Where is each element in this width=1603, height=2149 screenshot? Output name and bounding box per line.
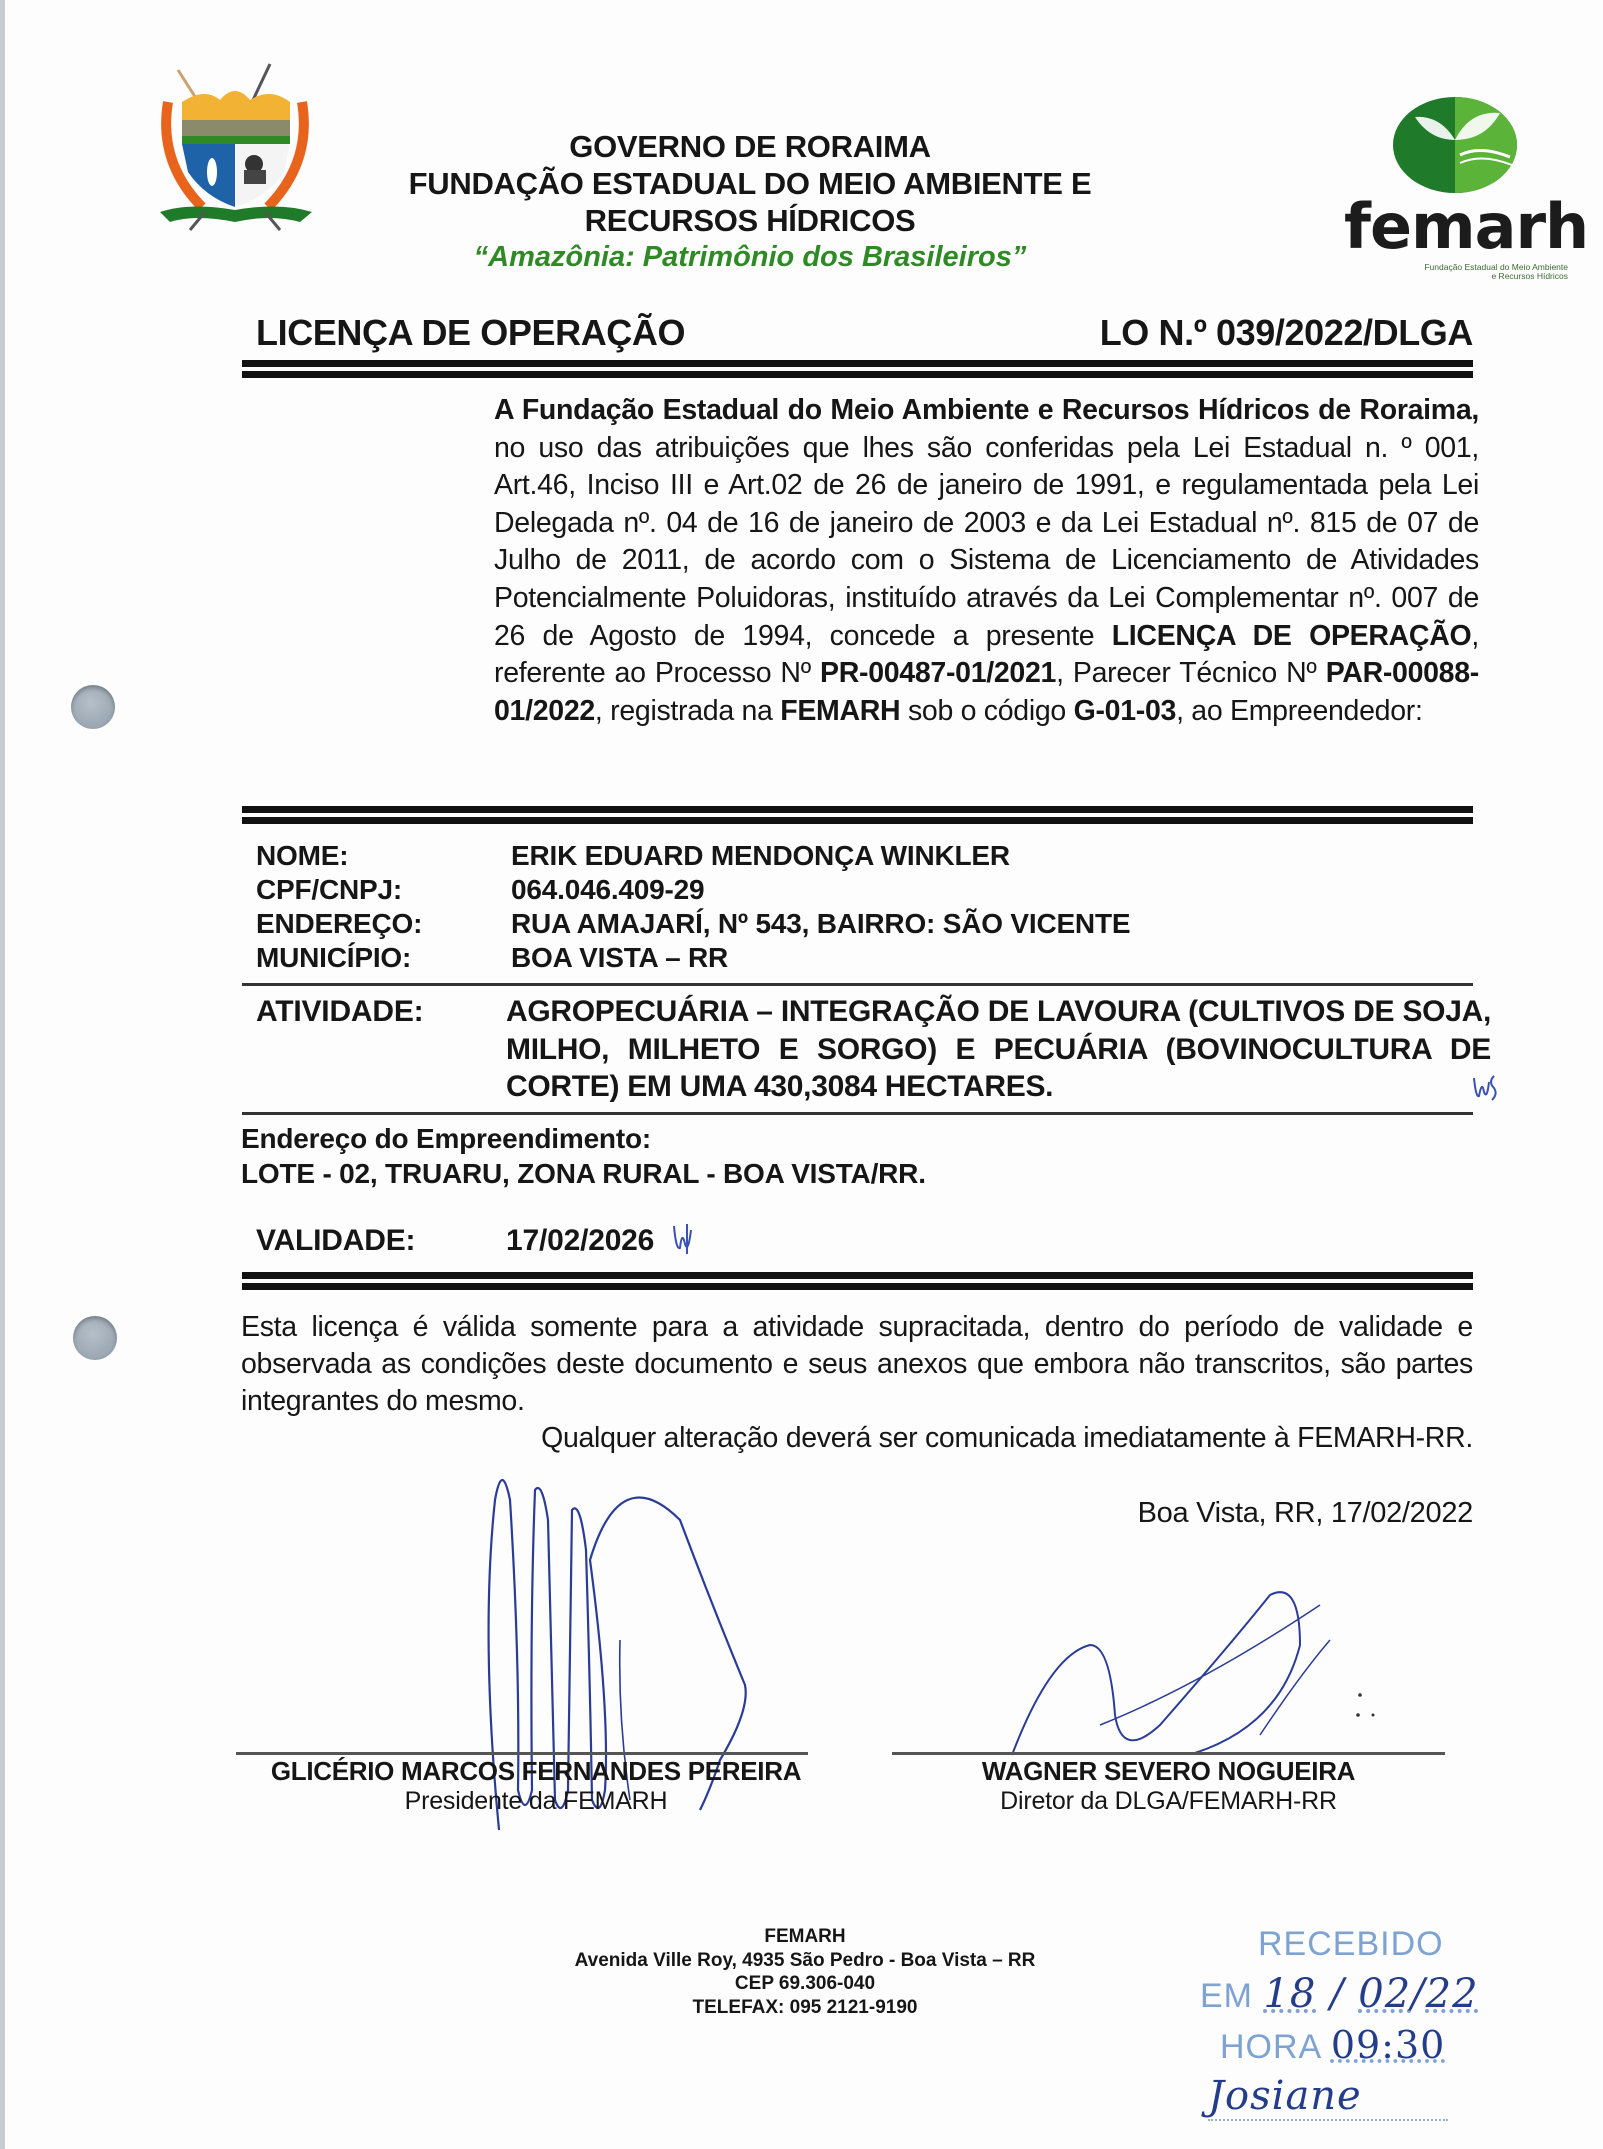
divider-double: [242, 1272, 1473, 1290]
hole-punch-top: [71, 685, 115, 729]
intro-license-type: LICENÇA DE OPERAÇÃO: [1111, 619, 1472, 652]
city-label: MUNICÍPIO:: [256, 942, 412, 973]
intro-text: , ao Empreendedor:: [1176, 694, 1423, 727]
name-value: ERIK EDUARD MENDONÇA WINKLER: [511, 840, 1010, 871]
process-number: PR-00487-01/2021: [820, 657, 1057, 690]
signature-line-president: [236, 1752, 808, 1755]
femarh-subtitle: [1424, 263, 1568, 281]
intro-text: , referente ao Processo Nº: [494, 619, 1479, 690]
government-name: GOVERNO DE RORAIMA: [569, 129, 931, 164]
stamp-title: RECEBIDO: [1258, 1925, 1444, 1963]
technical-opinion-number: PAR-00088-01/2022: [494, 657, 1479, 727]
stamp-time-label: HORA: [1220, 2028, 1321, 2066]
signatory-president: [236, 1756, 836, 1816]
signature-director-icon: [1000, 1585, 1420, 1765]
agency-name-line1: FUNDAÇÃO ESTADUAL DO MEIO AMBIENTE E: [408, 166, 1092, 201]
stamp-date-row: EM 18 / 02/22: [1200, 1971, 1479, 2017]
hole-punch-bottom: [73, 1316, 117, 1360]
slogan: “Amazônia: Patrimônio dos Brasileiros”: [473, 241, 1027, 273]
stamp-month: 02: [1358, 1971, 1412, 2017]
document-type-title: LICENÇA DE OPERAÇÃO: [256, 312, 686, 353]
stamp-day: 18: [1263, 1971, 1317, 2017]
info-row-address: [256, 908, 1131, 940]
address-label: ENDEREÇO:: [256, 908, 423, 939]
femarh-subtitle-line1: Fundação Estadual do Meio Ambiente: [1424, 262, 1568, 272]
intro-text: , registrada na: [594, 694, 781, 727]
city-value: BOA VISTA – RR: [511, 942, 729, 973]
sprout-leaf-icon: [1390, 95, 1520, 195]
place-and-date: Boa Vista, RR, 17/02/2022: [1137, 1497, 1473, 1529]
registration-code: G-01-03: [1073, 694, 1177, 727]
agency-name-line2: RECURSOS HÍDRICOS: [584, 203, 916, 238]
intro-agency-acronym: FEMARH: [780, 694, 901, 727]
intro-text: sob o código: [900, 694, 1074, 727]
divider-double: [242, 360, 1473, 378]
validity-conditions: Esta licença é válida somente para a atividade supracitada, dentro do período de validade e observada as condições deste documento e seus anexos que embora não transcritos, são partes integrantes do mesmo.: [241, 1311, 1473, 1417]
info-row-name: [256, 840, 1010, 872]
site-address: [241, 1121, 926, 1191]
roraima-coat-of-arms-icon: [150, 62, 320, 237]
femarh-logo: [1340, 95, 1589, 281]
info-row-city: [256, 942, 729, 974]
cpf-cnpj-value: 064.046.409-29: [511, 874, 705, 905]
footer-phone: TELEFAX: 095 2121-9190: [692, 1996, 918, 2018]
intro-text: , Parecer Técnico Nº: [1056, 657, 1326, 690]
activity-label: ATIVIDADE:: [256, 995, 424, 1028]
divider-single: [242, 1112, 1473, 1115]
footer-cep: CEP 69.306-040: [734, 1973, 876, 1994]
divider-single: [242, 983, 1473, 986]
divider-double: [242, 806, 1473, 824]
cpf-cnpj-label: CPF/CNPJ:: [256, 874, 402, 905]
page-edge: [0, 0, 5, 2149]
address-value: RUA AMAJARÍ, Nº 543, BAIRRO: SÃO VICENTE: [511, 908, 1131, 939]
footer-street: Avenida Ville Roy, 4935 São Pedro - Boa Vista – RR: [574, 1949, 1036, 1971]
site-address-value: LOTE - 02, TRUARU, ZONA RURAL - BOA VISTA/RR.: [241, 1158, 926, 1189]
femarh-subtitle-line2: e Recursos Hídricos: [1491, 271, 1568, 281]
signatory-role: Diretor da DLGA/FEMARH-RR: [1000, 1787, 1337, 1815]
stamp-date-label: EM: [1200, 1977, 1253, 2015]
initials-mark-icon: [670, 1220, 700, 1258]
signature-line-director: [892, 1752, 1445, 1755]
signatory-role: Presidente da FEMARH: [404, 1787, 668, 1815]
stamp-receiver-signature: Josiane: [1208, 2073, 1448, 2121]
intro-text: no uso das atribuições que lhes são conferidas pela Lei Estadual n. º 001, Art.46, Inciso III e Art.02 de 26 de janeiro de 1991, e regulamentada pela Lei Delegada nº. 04 de 16 de janeiro de 2003 e da Lei Estadual nº. 815 de 07 de Julho de 2011, de acordo com o Sistema de Licenciamento de Atividades Potencialmente Poluidoras, instituído através da Lei Complementar nº. 007 de 26 de Agosto de 1994, concede a presente: [494, 431, 1479, 652]
signatory-name: GLICÉRIO MARCOS FERNANDES PEREIRA: [270, 1756, 802, 1786]
validity-value: 17/02/2026: [506, 1224, 655, 1257]
stamp-time: 09:30: [1330, 2023, 1446, 2067]
site-address-label: Endereço do Empreendimento:: [241, 1123, 651, 1154]
info-row-document: [256, 874, 705, 906]
intro-agency: A Fundação Estadual do Meio Ambiente e Recursos Hídricos de Roraima,: [494, 394, 1479, 426]
letterhead: [360, 128, 1140, 275]
footer-org: FEMARH: [764, 1926, 846, 1947]
signatory-name: WAGNER SEVERO NOGUEIRA: [981, 1756, 1356, 1786]
intro-paragraph: [494, 392, 1479, 730]
validity-label: VALIDADE:: [256, 1224, 416, 1257]
stamp-year: 22: [1425, 1971, 1479, 2017]
name-label: NOME:: [256, 840, 349, 871]
license-number: LO N.º 039/2022/DLGA: [1099, 312, 1473, 353]
change-notice: Qualquer alteração deverá ser comunicada imediatamente à FEMARH-RR.: [541, 1422, 1473, 1454]
femarh-wordmark: femarh: [1344, 190, 1589, 263]
footer-address: [505, 1925, 1105, 2019]
signatory-director: [892, 1756, 1445, 1816]
stamp-time-row: [1220, 2023, 1445, 2067]
activity-value: AGROPECUÁRIA – INTEGRAÇÃO DE LAVOURA (CULTIVOS DE SOJA, MILHO, MILHETO E SORGO) E PECUÁRIA (BOVINOCULTURA DE CORTE) EM UMA 430,3084 HECTARES.: [506, 995, 1491, 1103]
